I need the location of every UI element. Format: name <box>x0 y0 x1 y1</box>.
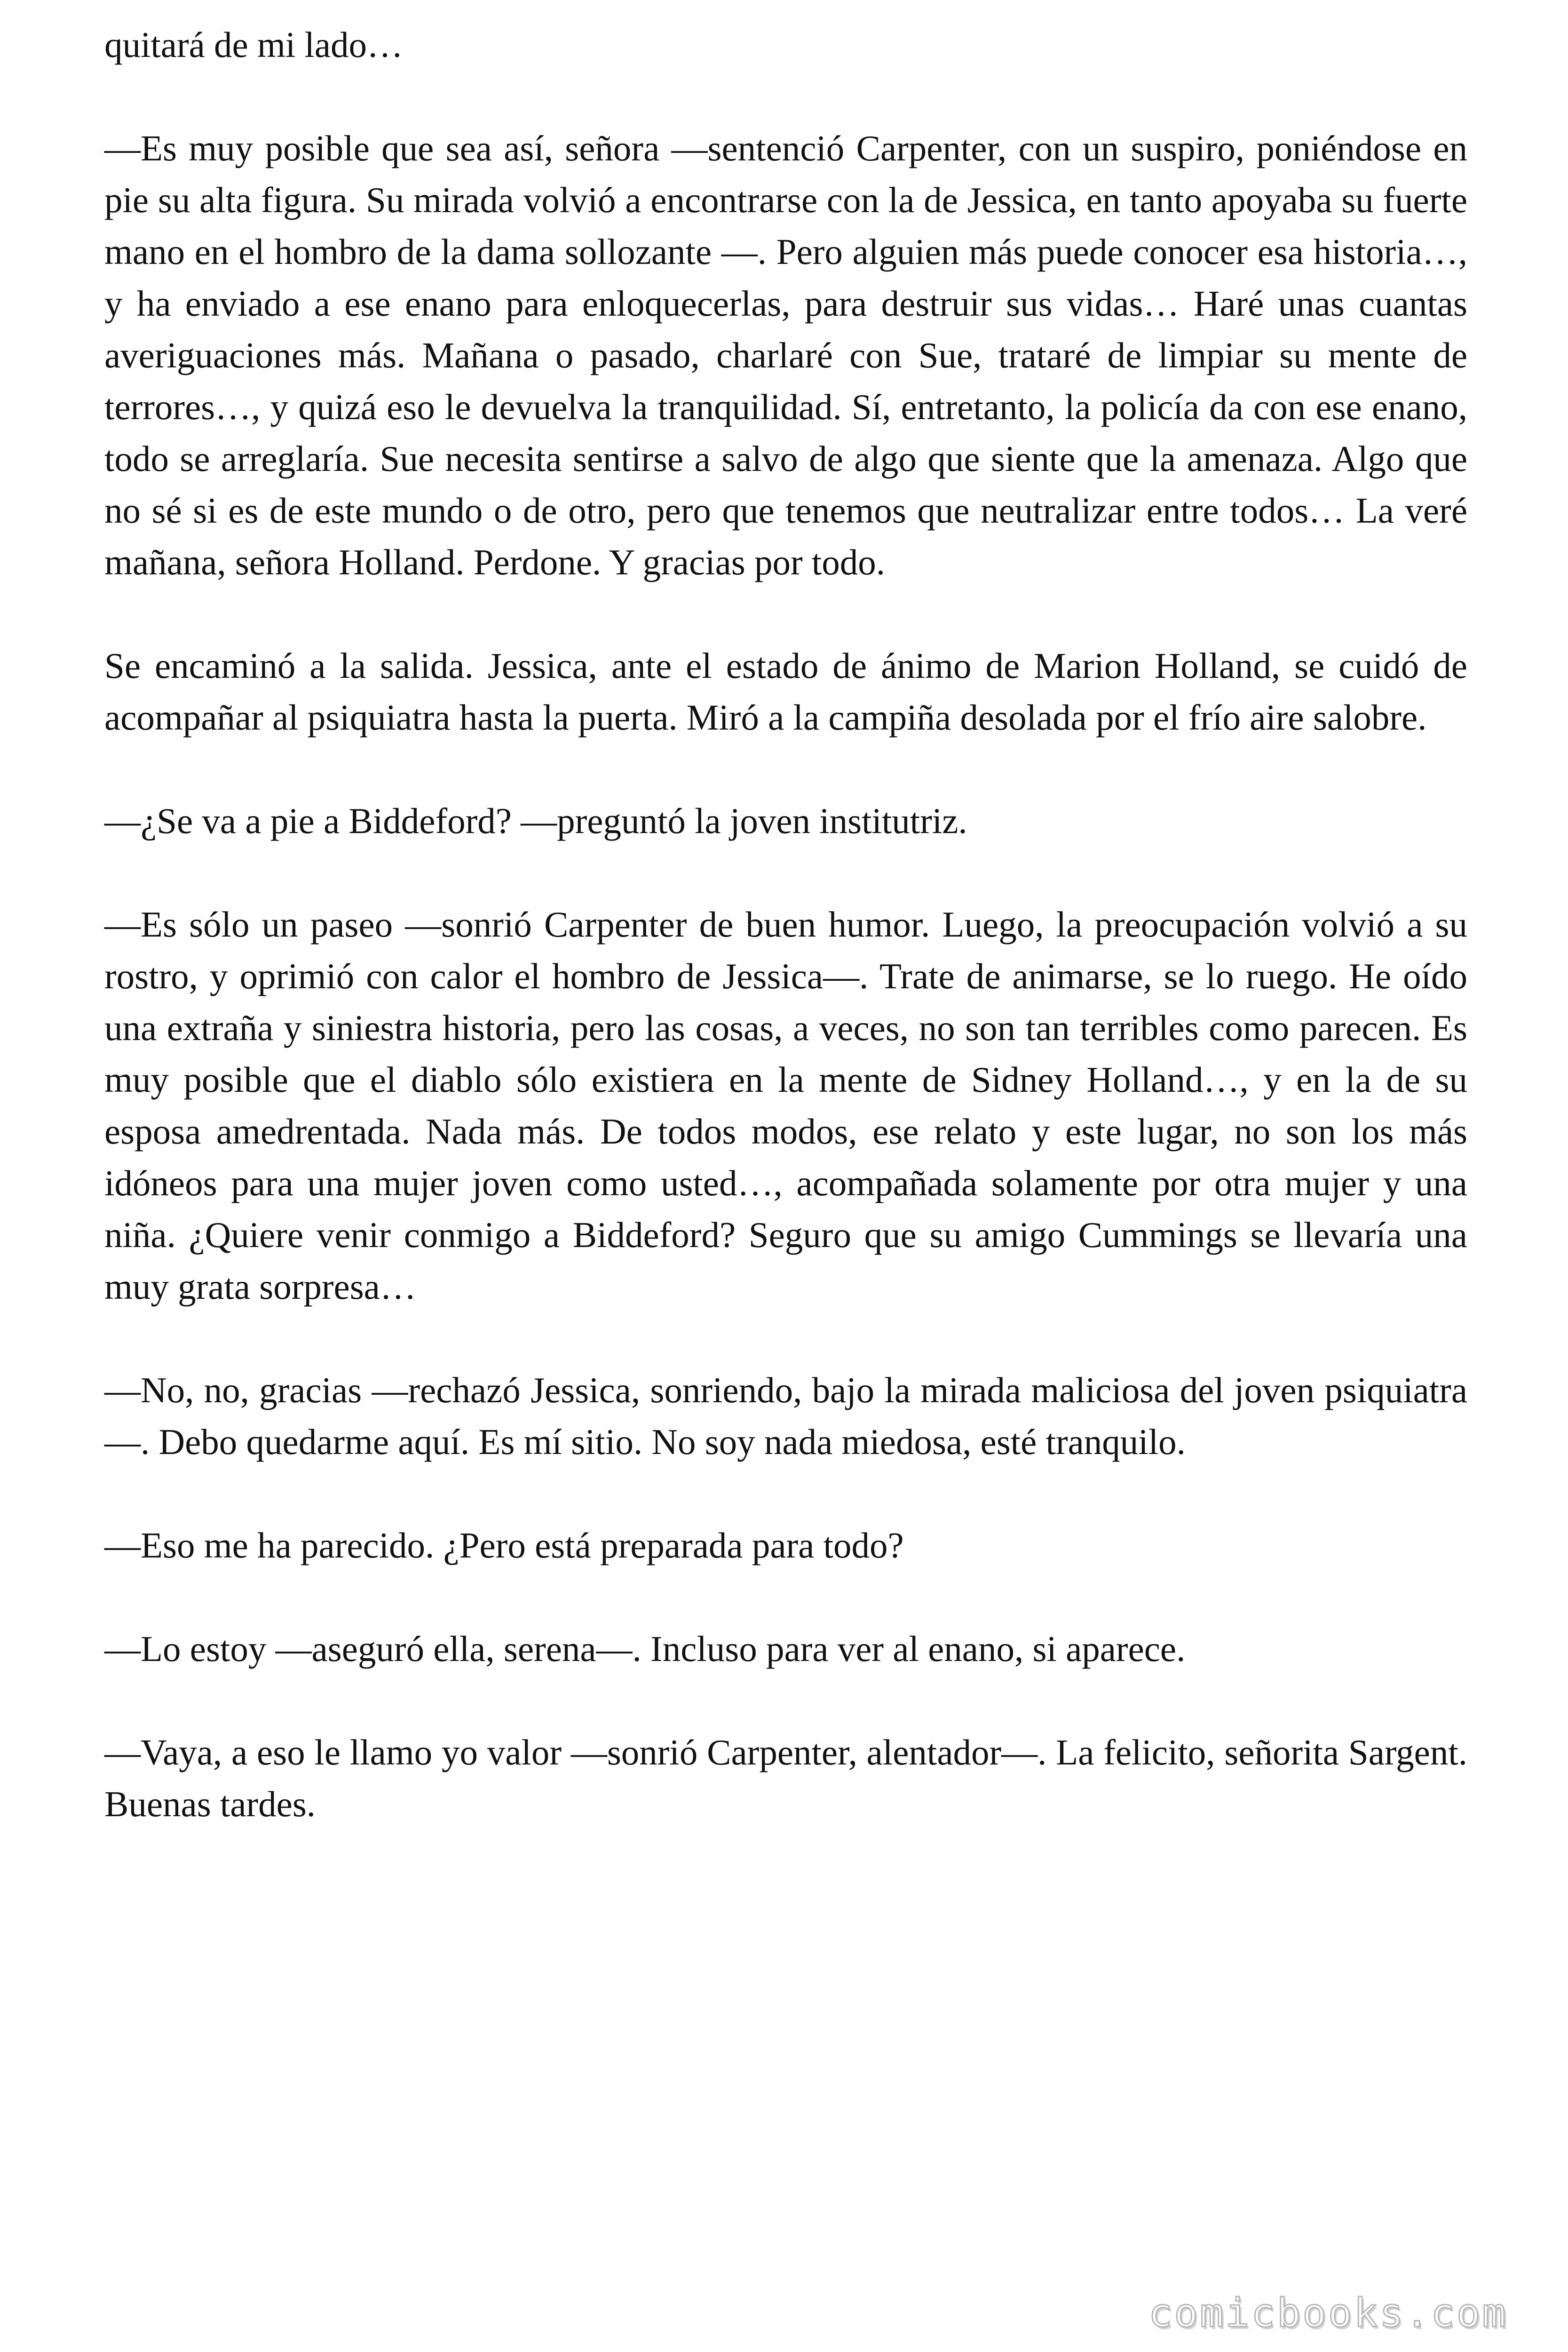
paragraph-6: —No, no, gracias —rechazó Jessica, sonriendo, bajo la mirada maliciosa del joven psiquiatra—. Debo quedarme aquí. Es mí sitio. No soy nada miedosa, esté tranquilo. <box>104 1370 1467 1462</box>
watermark: comicbooks.com <box>1148 2290 1508 2336</box>
paragraph-2: —Es muy posible que sea así, señora —sentenció Carpenter, con un suspiro, poniéndose en pie su alta figura. Su mirada volvió a encontrarse con la de Jessica, en tanto apoyaba su fuerte mano en el hombro de la dama sollozante —. Pero alguien más puede conocer esa historia…, y ha enviado a ese enano para enloquecerlas, para destruir sus vidas… Haré unas cuantas averiguaciones más. Mañana o pasado, charlaré con Sue, trataré de limpiar su mente de terrores…, y quizá eso le devuelva la tranquilidad. Sí, entretanto, la policía da con ese enano, todo se arreglaría. Sue necesita sentirse a salvo de algo que siente que la amenaza. Algo que no sé si es de este mundo o de otro, pero que tenemos que neutralizar entre todos… La veré mañana, señora Holland. Perdone. Y gracias por todo. <box>104 128 1467 582</box>
paragraph-7: —Eso me ha parecido. ¿Pero está preparada para todo? <box>104 1525 904 1565</box>
paragraph-1: quitará de mi lado… <box>104 24 404 65</box>
paragraph-8: —Lo estoy —aseguró ella, serena—. Incluso para ver al enano, si aparece. <box>104 1629 1186 1669</box>
paragraph-9: —Vaya, a eso le llamo yo valor —sonrió Carpenter, alentador—. La felicito, señorita Sargent. Buenas tardes. <box>104 1732 1467 1824</box>
paragraph-4: —¿Se va a pie a Biddeford? —preguntó la joven institutriz. <box>104 801 967 841</box>
body-text <box>104 19 1467 1830</box>
paragraph-3: Se encaminó a la salida. Jessica, ante el estado de ánimo de Marion Holland, se cuidó de acompañar al psiquiatra hasta la puerta. Miró a la campiña desolada por el frío aire salobre. <box>104 645 1467 738</box>
paragraph-5: —Es sólo un paseo —sonrió Carpenter de buen humor. Luego, la preocupación volvió a su rostro, y oprimió con calor el hombro de Jessica—. Trate de animarse, se lo ruego. He oído una extraña y siniestra historia, pero las cosas, a veces, no son tan terribles como parecen. Es muy posible que el diablo sólo existiera en la mente de Sidney Holland…, y en la de su esposa amedrentada. Nada más. De todos modos, ese relato y este lugar, no son los más idóneos para una mujer joven como usted…, acompañada solamente por otra mujer y una niña. ¿Quiere venir conmigo a Biddeford? Seguro que su amigo Cummings se llevaría una muy grata sorpresa… <box>104 904 1467 1307</box>
